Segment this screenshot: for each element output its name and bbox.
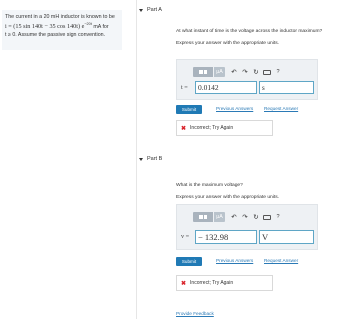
current-units: mA for: [91, 24, 109, 31]
problem-line-3: t ≥ 0. Assume the passive sign convention.: [5, 31, 106, 38]
part-b-feedback-text: Incorrect; Try Again: [190, 280, 234, 286]
part-b-feedback: [176, 275, 273, 291]
collapse-caret-icon[interactable]: [139, 9, 143, 12]
part-b-header[interactable]: [139, 156, 162, 162]
part-a-value-input[interactable]: 0.0142: [195, 81, 257, 94]
part-b-request-answer-link[interactable]: Request Answer: [264, 258, 299, 263]
part-b-value-input[interactable]: − 132.98: [195, 230, 257, 244]
part-a-request-answer-link[interactable]: Request Answer: [264, 106, 299, 111]
reset-icon[interactable]: ↻: [253, 69, 259, 76]
part-a-feedback-text: Incorrect; Try Again: [190, 125, 234, 131]
part-b-previous-answers-link[interactable]: Previous Answers: [216, 258, 254, 263]
undo-icon[interactable]: ↶: [231, 214, 237, 221]
part-b-var-label: v =: [181, 233, 190, 240]
part-a-var-label: t =: [181, 84, 188, 91]
part-b-toolbar: [193, 212, 283, 222]
undo-icon[interactable]: ↶: [231, 69, 237, 76]
incorrect-x-icon: ✖: [181, 125, 187, 132]
keyboard-icon[interactable]: [262, 67, 272, 77]
problem-line-1: The current in a 20 mH inductor is known to be: [5, 14, 115, 20]
reset-icon[interactable]: ↻: [253, 214, 259, 221]
part-b-unit-input[interactable]: V: [259, 230, 314, 244]
templates-button[interactable]: [193, 67, 213, 77]
part-a-previous-answers-link[interactable]: Previous Answers: [216, 106, 254, 111]
part-b-submit-button[interactable]: Submit: [176, 257, 202, 266]
part-a-instruction: Express your answer with the appropriate units.: [176, 41, 280, 46]
part-a-unit-input[interactable]: s: [259, 81, 314, 94]
part-a-submit-button[interactable]: Submit: [176, 105, 202, 114]
collapse-caret-icon[interactable]: [139, 158, 143, 161]
incorrect-x-icon: ✖: [181, 280, 187, 287]
part-a-answer-panel: [176, 59, 318, 100]
part-b-question: What is the maximum voltage?: [176, 183, 243, 188]
part-a-question: At what instant of time is the voltage across the inductor maximum?: [176, 29, 323, 34]
problem-statement: [2, 10, 122, 50]
provide-feedback-link[interactable]: Provide Feedback: [176, 311, 214, 316]
column-divider: [136, 0, 137, 319]
problem-line-2: [5, 21, 120, 31]
redo-icon[interactable]: ↷: [242, 69, 248, 76]
units-mu-button[interactable]: μA: [214, 212, 225, 222]
help-icon[interactable]: ?: [276, 69, 280, 75]
keyboard-icon[interactable]: [262, 212, 272, 222]
exponent: −20t: [84, 22, 92, 27]
part-a-feedback: [176, 120, 273, 136]
units-mu-button[interactable]: μA: [214, 67, 225, 77]
help-icon[interactable]: ?: [276, 214, 280, 220]
templates-button[interactable]: [193, 212, 213, 222]
part-a-title: Part A: [147, 7, 162, 13]
part-a-toolbar: [193, 67, 283, 77]
part-b-instruction: Express your answer with the appropriate units.: [176, 195, 280, 200]
part-a-header[interactable]: [139, 7, 162, 13]
current-expression: i = (15 sin 140t − 35 cos 140t) e: [5, 23, 85, 31]
part-b-answer-panel: [176, 204, 318, 250]
redo-icon[interactable]: ↷: [242, 214, 248, 221]
part-b-title: Part B: [147, 156, 163, 162]
